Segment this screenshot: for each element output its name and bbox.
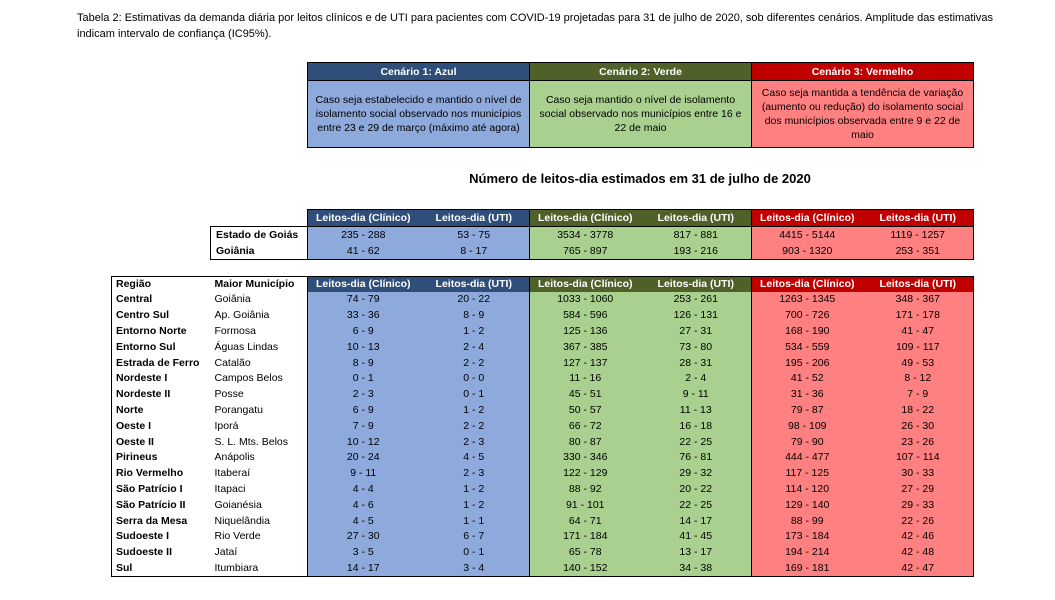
municipality-name: Formosa: [214, 324, 256, 337]
table-row: [112, 529, 974, 545]
municipality-name: Águas Lindas: [214, 340, 279, 353]
value-cell: 6 - 7: [419, 529, 530, 545]
value-cell: 2 - 2: [419, 355, 530, 371]
value-cell: 8 - 12: [863, 371, 974, 387]
value-cell: 193 - 216: [641, 243, 752, 260]
region-name: Sul: [116, 561, 133, 574]
value-cell: 27 - 31: [641, 324, 752, 340]
table-row: [112, 466, 974, 482]
value-cell: 8 - 9: [308, 355, 419, 371]
municipality-name: Rio Verde: [214, 530, 261, 543]
value-cell: 171 - 184: [530, 529, 641, 545]
value-cell: 3 - 5: [308, 545, 419, 561]
value-cell: 10 - 12: [308, 434, 419, 450]
municipality-name: Niquelândia: [214, 514, 270, 527]
value-cell: 1 - 2: [419, 482, 530, 498]
municipality-name: Goianésia: [214, 498, 262, 511]
value-cell: 76 - 81: [641, 450, 752, 466]
table-row: [112, 292, 974, 308]
value-cell: 65 - 78: [530, 545, 641, 561]
value-cell: 45 - 51: [530, 387, 641, 403]
value-cell: 2 - 4: [419, 339, 530, 355]
region-name: Entorno Norte: [116, 324, 187, 337]
value-cell: 1033 - 1060: [530, 292, 641, 308]
value-cell: 20 - 22: [641, 482, 752, 498]
table-row: [112, 387, 974, 403]
header-clinico: Leitos-dia (Clínico): [530, 210, 641, 227]
value-cell: 253 - 261: [641, 292, 752, 308]
value-cell: 0 - 1: [419, 387, 530, 403]
state-row: [211, 243, 974, 260]
value-cell: 11 - 13: [641, 403, 752, 419]
value-cell: 42 - 46: [863, 529, 974, 545]
value-cell: 88 - 99: [752, 513, 863, 529]
value-cell: 49 - 53: [863, 355, 974, 371]
row-label: Estado de Goiás: [211, 227, 308, 244]
header-clinico: Leitos-dia (Clínico): [308, 277, 419, 293]
table-row: [112, 324, 974, 340]
scenario-1-title: Cenário 1: Azul: [308, 63, 530, 81]
value-cell: 194 - 214: [752, 545, 863, 561]
municipality-name: Catalão: [214, 356, 251, 369]
value-cell: 23 - 26: [863, 434, 974, 450]
value-cell: 8 - 9: [419, 308, 530, 324]
region-name: Nordeste I: [116, 372, 168, 385]
value-cell: 6 - 9: [308, 403, 419, 419]
value-cell: 114 - 120: [752, 482, 863, 498]
scenario-table: [307, 62, 974, 148]
municipality-name: Ap. Goiânia: [214, 309, 270, 322]
value-cell: 22 - 25: [641, 434, 752, 450]
value-cell: 3 - 4: [419, 561, 530, 577]
municipality-name: Itaberaí: [214, 467, 251, 480]
section-title: Número de leitos-dia estimados em 31 de julho de 2020: [469, 171, 811, 186]
table-row: [112, 561, 974, 577]
header-uti: Leitos-dia (UTI): [863, 210, 974, 227]
value-cell: 41 - 62: [308, 243, 419, 260]
value-cell: 20 - 24: [308, 450, 419, 466]
table-row: [112, 339, 974, 355]
value-cell: 42 - 47: [863, 561, 974, 577]
value-cell: 18 - 22: [863, 403, 974, 419]
header-uti: Leitos-dia (UTI): [419, 277, 530, 293]
value-cell: 9 - 11: [641, 387, 752, 403]
value-cell: 33 - 36: [308, 308, 419, 324]
value-cell: 2 - 2: [419, 418, 530, 434]
region-name: São Patrício II: [116, 498, 186, 511]
municipality-name: S. L. Mts. Belos: [214, 435, 289, 448]
value-cell: 1119 - 1257: [863, 227, 974, 244]
value-cell: 4 - 5: [308, 513, 419, 529]
value-cell: 7 - 9: [308, 418, 419, 434]
scenario-2-title: Cenário 2: Verde: [530, 63, 752, 81]
value-cell: 2 - 4: [641, 371, 752, 387]
region-table: [111, 276, 974, 577]
value-cell: 817 - 881: [641, 227, 752, 244]
value-cell: 3534 - 3778: [530, 227, 641, 244]
value-cell: 41 - 45: [641, 529, 752, 545]
municipality-name: Posse: [214, 388, 244, 401]
table-row: [112, 513, 974, 529]
table-row: [112, 434, 974, 450]
value-cell: 27 - 30: [308, 529, 419, 545]
value-cell: 173 - 184: [752, 529, 863, 545]
state-header-row: [211, 210, 974, 227]
value-cell: 11 - 16: [530, 371, 641, 387]
value-cell: 4 - 5: [419, 450, 530, 466]
value-cell: 79 - 87: [752, 403, 863, 419]
municipality-name: Itapaci: [214, 482, 246, 495]
value-cell: 14 - 17: [641, 513, 752, 529]
region-name: Serra da Mesa: [116, 514, 188, 527]
value-cell: 34 - 38: [641, 561, 752, 577]
municipality-name: Goiânia: [214, 293, 251, 306]
municipality-name: Anápolis: [214, 451, 255, 464]
table-row: [112, 418, 974, 434]
value-cell: 50 - 57: [530, 403, 641, 419]
value-cell: 7 - 9: [863, 387, 974, 403]
scenario-1-description: Caso seja estabelecido e mantido o nível de isolamento social observado nos municípios entre 23 e 29 de março (máximo até agora): [308, 81, 530, 148]
state-summary-table: [210, 209, 974, 260]
value-cell: 41 - 47: [863, 324, 974, 340]
value-cell: 171 - 178: [863, 308, 974, 324]
region-name: Sudoeste II: [116, 546, 173, 559]
value-cell: 125 - 136: [530, 324, 641, 340]
value-cell: 127 - 137: [530, 355, 641, 371]
header-uti: Leitos-dia (UTI): [641, 277, 752, 293]
value-cell: 73 - 80: [641, 339, 752, 355]
municipality-name: Iporá: [214, 419, 239, 432]
value-cell: 98 - 109: [752, 418, 863, 434]
header-regiao: Região: [116, 278, 152, 290]
header-clinico: Leitos-dia (Clínico): [752, 277, 863, 293]
scenario-3-description: Caso seja mantida a tendência de variação (aumento ou redução) do isolamento social dos municípios observada entre 9 e 22 de maio: [752, 81, 974, 148]
value-cell: 700 - 726: [752, 308, 863, 324]
value-cell: 107 - 114: [863, 450, 974, 466]
scenario-3-title: Cenário 3: Vermelho: [752, 63, 974, 81]
value-cell: 20 - 22: [419, 292, 530, 308]
value-cell: 122 - 129: [530, 466, 641, 482]
value-cell: 330 - 346: [530, 450, 641, 466]
table-row: [112, 371, 974, 387]
value-cell: 10 - 13: [308, 339, 419, 355]
value-cell: 27 - 29: [863, 482, 974, 498]
value-cell: 0 - 0: [419, 371, 530, 387]
table-row: [112, 482, 974, 498]
region-name: São Patrício I: [116, 482, 183, 495]
header-clinico: Leitos-dia (Clínico): [308, 210, 419, 227]
row-label: Goiânia: [211, 243, 308, 260]
value-cell: 4 - 6: [308, 497, 419, 513]
value-cell: 4 - 4: [308, 482, 419, 498]
municipality-name: Campos Belos: [214, 372, 283, 385]
region-name: Estrada de Ferro: [116, 356, 200, 369]
value-cell: 195 - 206: [752, 355, 863, 371]
header-clinico: Leitos-dia (Clínico): [752, 210, 863, 227]
value-cell: 126 - 131: [641, 308, 752, 324]
value-cell: 41 - 52: [752, 371, 863, 387]
region-name: Norte: [116, 403, 144, 416]
region-name: Centro Sul: [116, 309, 170, 322]
value-cell: 91 - 101: [530, 497, 641, 513]
table-row: [112, 403, 974, 419]
municipality-name: Porangatu: [214, 403, 263, 416]
value-cell: 2 - 3: [419, 466, 530, 482]
value-cell: 66 - 72: [530, 418, 641, 434]
value-cell: 1 - 2: [419, 324, 530, 340]
region-name: Rio Vermelho: [116, 467, 184, 480]
table-row: [112, 545, 974, 561]
value-cell: 28 - 31: [641, 355, 752, 371]
region-name: Pirineus: [116, 451, 158, 464]
value-cell: 88 - 92: [530, 482, 641, 498]
value-cell: 444 - 477: [752, 450, 863, 466]
region-name: Sudoeste I: [116, 530, 170, 543]
table-row: [112, 355, 974, 371]
value-cell: 140 - 152: [530, 561, 641, 577]
value-cell: 2 - 3: [419, 434, 530, 450]
value-cell: 4415 - 5144: [752, 227, 863, 244]
table-row: [112, 308, 974, 324]
municipality-name: Jataí: [214, 546, 238, 559]
value-cell: 6 - 9: [308, 324, 419, 340]
value-cell: 367 - 385: [530, 339, 641, 355]
value-cell: 31 - 36: [752, 387, 863, 403]
value-cell: 169 - 181: [752, 561, 863, 577]
scenario-2-description: Caso seja mantido o nível de isolamento social observado nos municípios entre 16 e 22 de maio: [530, 81, 752, 148]
header-uti: Leitos-dia (UTI): [641, 210, 752, 227]
region-name: Oeste II: [116, 435, 154, 448]
region-header-row: [112, 277, 974, 293]
value-cell: 348 - 367: [863, 292, 974, 308]
value-cell: 168 - 190: [752, 324, 863, 340]
value-cell: 26 - 30: [863, 418, 974, 434]
value-cell: 109 - 117: [863, 339, 974, 355]
table-row: [112, 497, 974, 513]
value-cell: 253 - 351: [863, 243, 974, 260]
value-cell: 22 - 25: [641, 497, 752, 513]
table-caption: Tabela 2: Estimativas da demanda diária por leitos clínicos e de UTI para pacientes com COVID-19 projetadas para 31 de julho de 2020, sob diferentes cenários. Amplitude das estimativas indicam intervalo de confiança (IC95%).: [77, 12, 993, 40]
value-cell: 8 - 17: [419, 243, 530, 260]
value-cell: 79 - 90: [752, 434, 863, 450]
value-cell: 9 - 11: [308, 466, 419, 482]
value-cell: 42 - 48: [863, 545, 974, 561]
value-cell: 235 - 288: [308, 227, 419, 244]
value-cell: 0 - 1: [419, 545, 530, 561]
header-municipio: Maior Município: [214, 278, 295, 290]
municipality-name: Itumbiara: [214, 561, 259, 574]
value-cell: 30 - 33: [863, 466, 974, 482]
header-uti: Leitos-dia (UTI): [419, 210, 530, 227]
region-name: Nordeste II: [116, 388, 171, 401]
value-cell: 1 - 2: [419, 403, 530, 419]
value-cell: 903 - 1320: [752, 243, 863, 260]
value-cell: 0 - 1: [308, 371, 419, 387]
header-clinico: Leitos-dia (Clínico): [530, 277, 641, 293]
value-cell: 1 - 1: [419, 513, 530, 529]
value-cell: 129 - 140: [752, 497, 863, 513]
region-name: Central: [116, 293, 153, 306]
region-name: Oeste I: [116, 419, 152, 432]
table-row: [112, 450, 974, 466]
state-row: [211, 227, 974, 244]
value-cell: 80 - 87: [530, 434, 641, 450]
value-cell: 765 - 897: [530, 243, 641, 260]
value-cell: 74 - 79: [308, 292, 419, 308]
value-cell: 29 - 32: [641, 466, 752, 482]
value-cell: 117 - 125: [752, 466, 863, 482]
value-cell: 1263 - 1345: [752, 292, 863, 308]
header-uti: Leitos-dia (UTI): [863, 277, 974, 293]
value-cell: 14 - 17: [308, 561, 419, 577]
value-cell: 16 - 18: [641, 418, 752, 434]
value-cell: 64 - 71: [530, 513, 641, 529]
region-name: Entorno Sul: [116, 340, 176, 353]
value-cell: 584 - 596: [530, 308, 641, 324]
value-cell: 2 - 3: [308, 387, 419, 403]
value-cell: 534 - 559: [752, 339, 863, 355]
region-rows: [112, 292, 974, 577]
value-cell: 22 - 26: [863, 513, 974, 529]
value-cell: 29 - 33: [863, 497, 974, 513]
value-cell: 13 - 17: [641, 545, 752, 561]
value-cell: 53 - 75: [419, 227, 530, 244]
value-cell: 1 - 2: [419, 497, 530, 513]
